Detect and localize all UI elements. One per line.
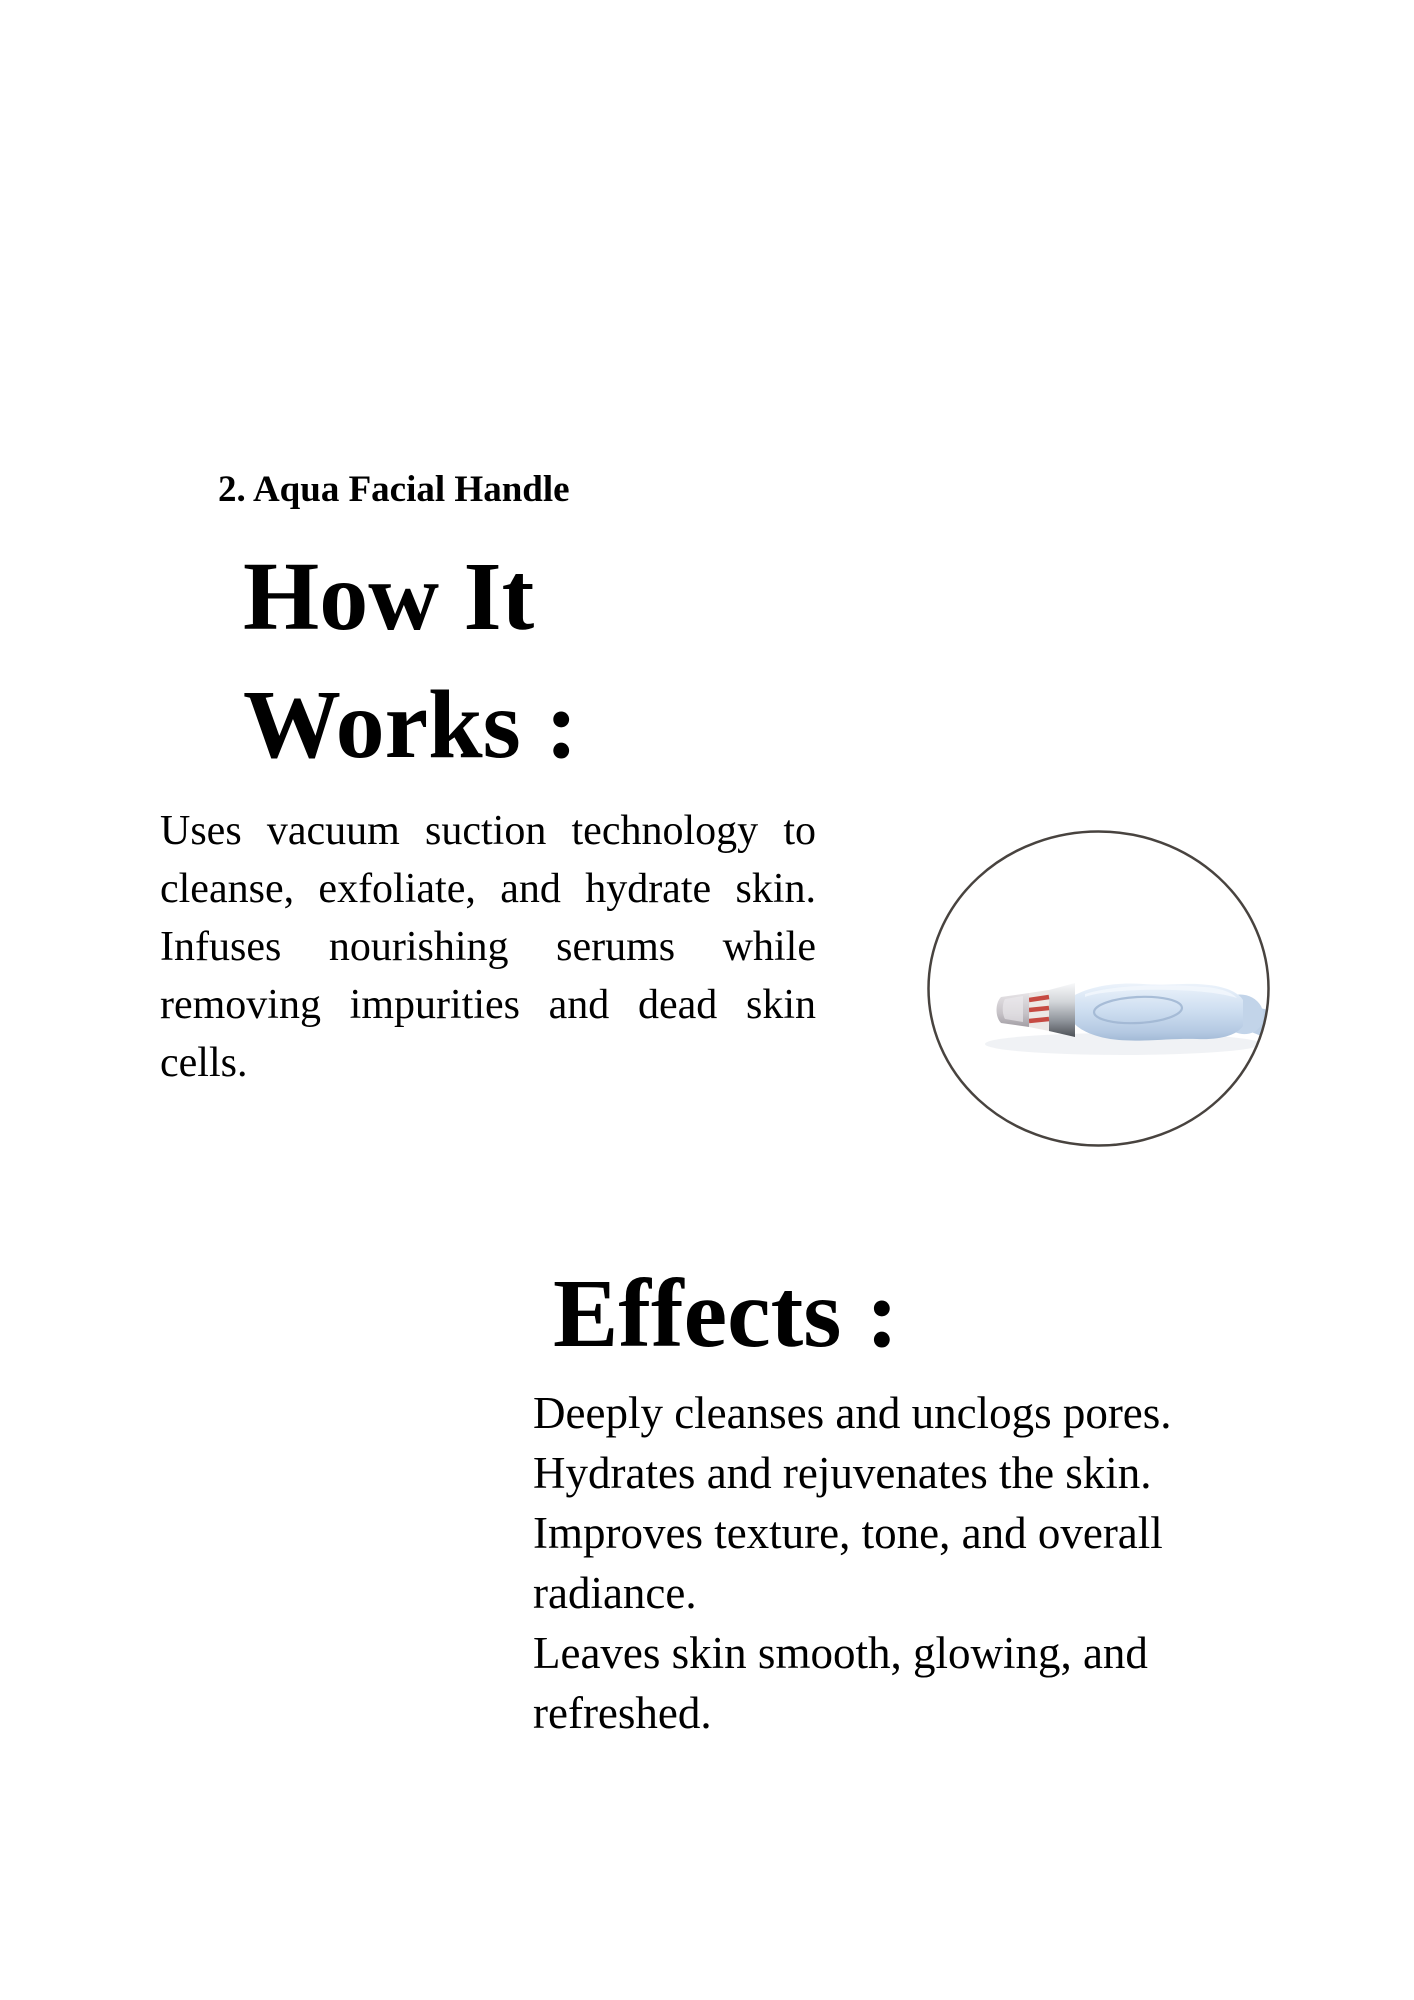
handle-tip-highlight [1003,996,1023,1022]
how-it-works-paragraph: Uses vacuum suction technology to cleanse, exfoliate, and hydrate skin. Infuses nourishing serums while removing impurities and dead skin cells. [160,808,816,1086]
effect-item: Leaves skin smooth, glowing, and refreshed. [533,1628,1148,1738]
how-it-works-title-line1: How It [243,543,535,651]
how-it-works-title [243,533,578,789]
effects-title: Effects : [553,1260,899,1368]
effect-item: Hydrates and rejuvenates the skin. [533,1448,1152,1498]
how-it-works-title-line2: Works : [243,671,578,779]
effect-item: Deeply cleanses and unclogs pores. [533,1388,1172,1438]
chrome-collar [1049,983,1075,1037]
effects-list [533,1383,1188,1743]
effect-item: Improves texture, tone, and overall radiance. [533,1508,1163,1618]
section-heading: 2. Aqua Facial Handle [218,469,570,510]
aqua-facial-handle-photo [925,828,1273,1150]
